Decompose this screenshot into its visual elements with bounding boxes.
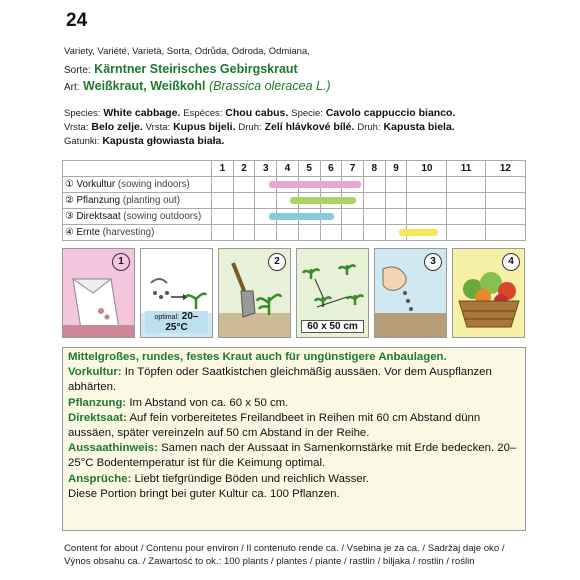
- calendar-row: [63, 225, 526, 241]
- pictogram-sowing-outdoors: [374, 248, 447, 338]
- calendar-period-bar: [269, 213, 335, 220]
- species-translations-2: Vrsta: Belo zelje. Vrsta: Kupus bijeli. Druh: Zelí hlávkové bílé. Druh: Kapusta biela.: [64, 121, 455, 133]
- pictogram-sowing-indoors: [62, 248, 135, 338]
- info-aussaathinweis: Aussaathinweis: Samen nach der Aussaat in Samenkornstärke mit Erde bedecken. 20–25°C Bodentemperatur ist für die Keimung optimal.: [68, 442, 517, 470]
- info-headline: Mittelgroßes, rundes, festes Kraut auch für ungünstigere Anbaulagen.: [68, 351, 447, 363]
- calendar-period-bar: [269, 181, 361, 188]
- month-3: 3: [255, 161, 277, 177]
- calendar-row: [63, 209, 526, 225]
- species-translations-3: Gatunki: Kapusta głowiasta biała.: [64, 135, 225, 147]
- cultivation-info-box: [62, 347, 526, 531]
- calendar-row: [63, 193, 526, 209]
- art-label: Art:: [64, 82, 80, 93]
- month-4: 4: [277, 161, 299, 177]
- calendar-row-sublabel: (sowing outdoors): [123, 211, 202, 222]
- info-portion: Diese Portion bringt bei guter Kultur ca. 100 Pflanzen.: [68, 487, 340, 500]
- month-1: 1: [212, 161, 234, 177]
- latin-name: (Brassica oleracea L.): [209, 79, 331, 93]
- variety-line: [64, 62, 298, 76]
- footer-line-2: Výnos obsahu ca. / Zawartość to ok.: 100 plants / plantes / piante / rastlin / biljaka / rostlin / roślin: [64, 555, 475, 567]
- month-7: 7: [342, 161, 364, 177]
- species-translations-1: Species: White cabbage. Espèces: Chou cabus. Specie: Cavolo cappuccio bianco.: [64, 107, 456, 119]
- step-number-1: 1: [112, 253, 130, 271]
- sowing-calendar: [62, 160, 526, 241]
- month-12: 12: [485, 161, 525, 177]
- pictogram-harvest: [452, 248, 525, 338]
- optimal-label: optimal:: [154, 314, 180, 321]
- calendar-row-label: ① Vorkultur: [65, 179, 116, 190]
- calendar-row-label: ④ Ernte: [65, 227, 100, 238]
- germination-temperature: 20–25°C: [165, 311, 199, 333]
- pictogram-germination: [140, 248, 213, 338]
- pictogram-strip: [62, 248, 526, 338]
- species-name: Weißkraut, Weißkohl: [83, 79, 206, 93]
- info-direktsaat: Direktsaat: Auf fein vorbereitetes Freilandbeet in Reihen mit 60 cm Abstand dünn aussäen, später vereinzeln auf 50 cm Abstand in der Reihe.: [68, 411, 481, 440]
- calendar-row-sublabel: (planting out): [122, 195, 181, 206]
- month-2: 2: [233, 161, 255, 177]
- calendar-row-label: ③ Direktsaat: [65, 211, 121, 222]
- info-pflanzung: Pflanzung: Im Abstand von ca. 60 x 50 cm.: [68, 396, 289, 409]
- info-ansprueche: Ansprüche: Liebt tiefgründige Böden und reichlich Wasser.: [68, 472, 369, 485]
- step-number-4: 4: [502, 253, 520, 271]
- calendar-period-bar: [290, 197, 356, 204]
- pictogram-spacing: [296, 248, 369, 338]
- step-number-2: 2: [268, 253, 286, 271]
- calendar-row-sublabel: (harvesting): [102, 227, 155, 238]
- sorte-label: Sorte:: [64, 65, 91, 76]
- calendar-period-bar: [399, 229, 439, 236]
- calendar-row-sublabel: (sowing indoors): [117, 179, 190, 190]
- month-8: 8: [363, 161, 385, 177]
- calendar-row-label: ② Pflanzung: [65, 195, 121, 206]
- variety-name: Kärntner Steirisches Gebirgskraut: [94, 62, 298, 76]
- footer-line-1: Content for about / Contenu pour environ / Il contenuto rende ca. / Vsebina je za ca. / Sadržaj daje oko /: [64, 543, 505, 554]
- month-9: 9: [385, 161, 407, 177]
- month-5: 5: [298, 161, 320, 177]
- calendar-row: [63, 177, 526, 193]
- calendar-header: [63, 161, 526, 177]
- step-number-3: 3: [424, 253, 442, 271]
- info-vorkultur: Vorkultur: In Töpfen oder Saatkistchen gleichmäßig aussäen. Vor dem Auspflanzen abhärten.: [68, 366, 492, 394]
- month-11: 11: [447, 161, 485, 177]
- variety-labels: Variety, Variété, Varietà, Sorta, Odrůda, Odroda, Odmiana,: [64, 46, 310, 57]
- spacing-value: 60 x 50 cm: [301, 320, 364, 333]
- packet-number: 24: [66, 10, 88, 31]
- pictogram-planting: [218, 248, 291, 338]
- month-10: 10: [407, 161, 447, 177]
- species-line: [64, 79, 331, 93]
- month-6: 6: [320, 161, 342, 177]
- content-footer: [64, 543, 505, 568]
